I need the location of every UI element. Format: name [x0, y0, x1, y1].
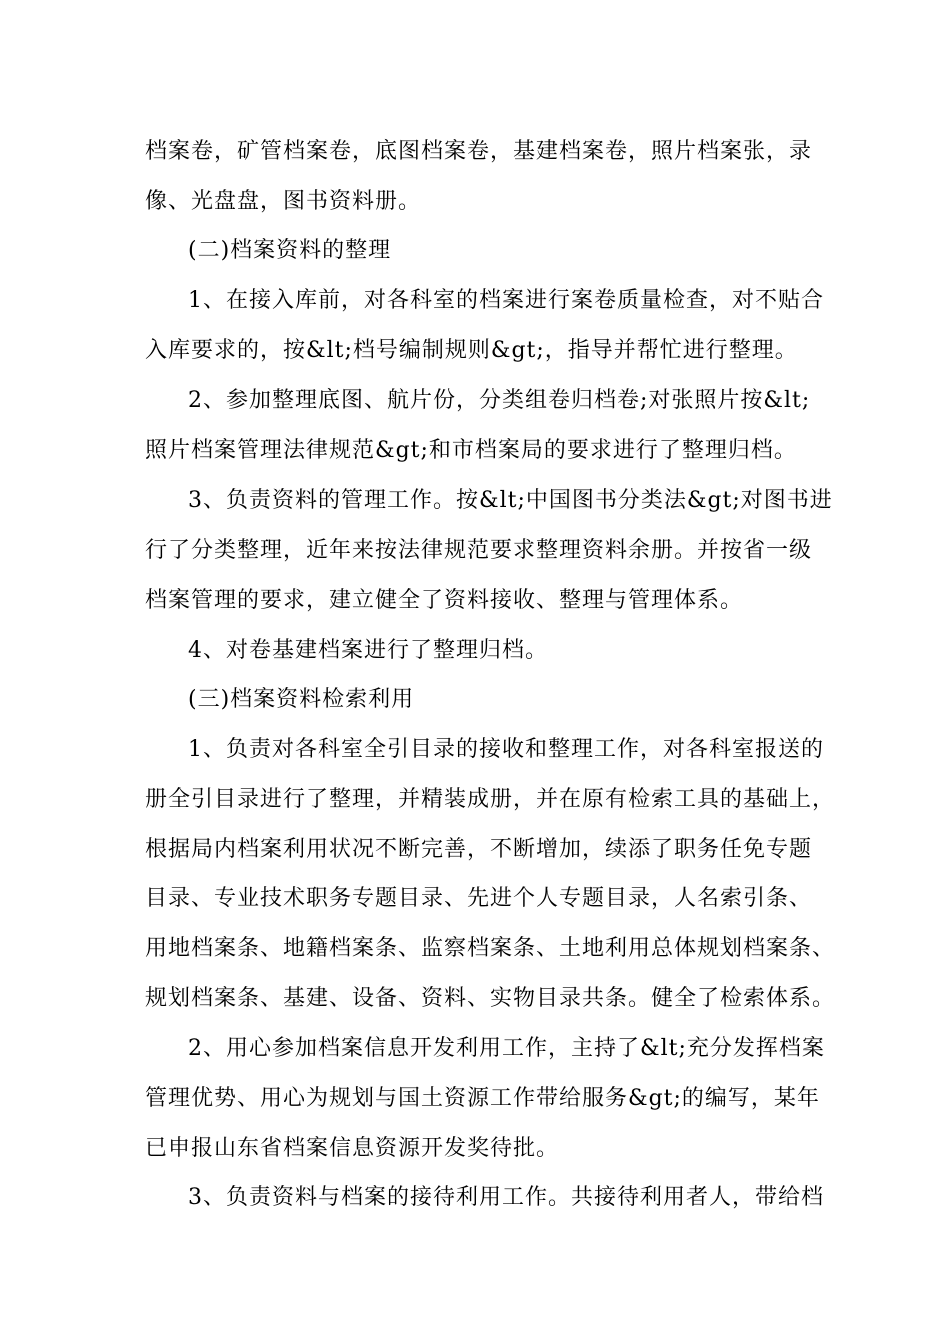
text-line-6: 2、参加整理底图、航片份，分类组卷归档卷;对张照片按&lt;: [188, 388, 811, 413]
text-line-19: 2、用心参加档案信息开发利用工作，主持了&lt;充分发挥档案: [188, 1036, 825, 1061]
text-line-11: 4、对卷基建档案进行了整理归档。: [188, 638, 548, 663]
text-line-20: 管理优势、用心为规划与国土资源工作带给服务&gt;的编写，某年: [145, 1086, 820, 1111]
text-line-1: 档案卷，矿管档案卷，底图档案卷，基建档案卷，照片档案张，录: [145, 139, 813, 164]
text-line-14: 册全引目录进行了整理，并精装成册，并在原有检索工具的基础上，: [145, 787, 836, 812]
text-line-18: 规划档案条、基建、设备、资料、实物目录共条。健全了检索体系。: [145, 986, 836, 1011]
text-line-16: 目录、专业技术职务专题目录、先进个人专题目录，人名索引条、: [145, 886, 813, 911]
section-heading-3: (三)档案资料检索利用: [188, 687, 415, 712]
text-line-7: 照片档案管理法律规范&gt;和市档案局的要求进行了整理归档。: [145, 438, 797, 463]
text-line-5: 入库要求的，按&lt;档号编制规则&gt;，指导并帮忙进行整理。: [145, 338, 798, 363]
text-line-9: 行了分类整理，近年来按法律规范要求整理资料余册。并按省一级: [145, 538, 813, 563]
text-line-10: 档案管理的要求，建立健全了资料接收、整理与管理体系。: [145, 588, 744, 613]
text-line-2: 像、光盘盘，图书资料册。: [145, 189, 422, 214]
text-line-17: 用地档案条、地籍档案条、监察档案条、土地利用总体规划档案条、: [145, 936, 836, 961]
section-heading-2: (二)档案资料的整理: [188, 238, 392, 263]
text-line-22: 3、负责资料与档案的接待利用工作。共接待利用者人，带给档: [188, 1185, 824, 1210]
text-line-4: 1、在接入库前，对各科室的档案进行案卷质量检查，对不贴合: [188, 288, 824, 313]
text-line-13: 1、负责对各科室全引目录的接收和整理工作，对各科室报送的: [188, 737, 824, 762]
text-line-15: 根据局内档案利用状况不断完善，不断增加，续添了职务任免专题: [145, 837, 813, 862]
text-line-8: 3、负责资料的管理工作。按&lt;中国图书分类法&gt;对图书进: [188, 488, 833, 513]
text-line-21: 已申报山东省档案信息资源开发奖待批。: [145, 1136, 560, 1161]
